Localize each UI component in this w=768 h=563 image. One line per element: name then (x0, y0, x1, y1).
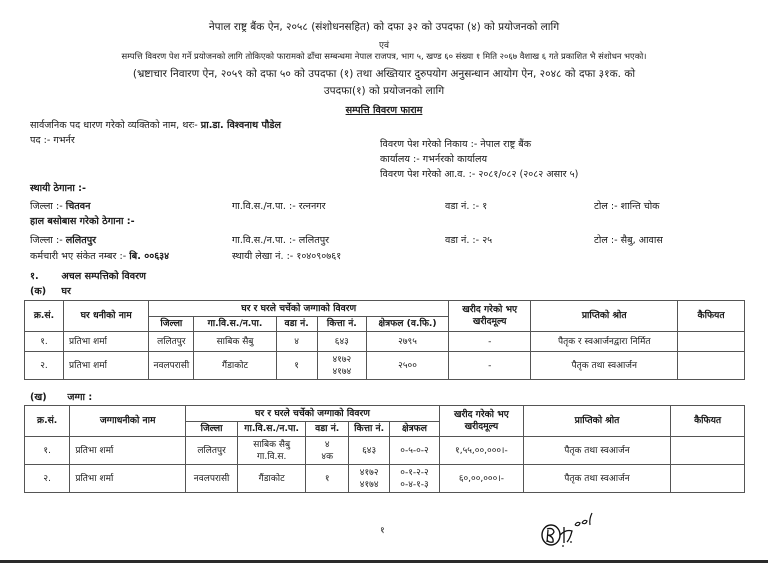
house-header-group: घर र घरले चर्चेको जग्गाको विवरण (149, 301, 449, 317)
permanent-vdc-value: रत्ननगर (298, 201, 326, 212)
land-header-district: जिल्ला (185, 422, 237, 437)
cell-ward: १ (306, 465, 349, 493)
land-header-owner: जग्गाधनीको नाम (70, 406, 186, 437)
current-tole (594, 233, 663, 246)
current-ward (445, 233, 492, 246)
cell-owner: प्रतिभा शर्मा (64, 332, 149, 352)
office-row (380, 152, 487, 165)
pan-label: स्थायी लेखा नं. :- (232, 251, 294, 262)
signature (540, 505, 620, 550)
employee-code-label: कर्मचारी भए संकेत नम्बर :- (30, 251, 127, 262)
land-header-source: प्राप्तिको श्रोत (523, 406, 670, 437)
cell-remarks (678, 352, 745, 380)
permanent-district-label: जिल्ला :- (30, 201, 63, 212)
cell-owner: प्रतिभा शर्मा (70, 465, 186, 493)
permanent-ward-value: १ (482, 201, 488, 212)
cell-source: पैतृक तथा स्वआर्जन (523, 465, 670, 493)
page-number: १ (380, 526, 385, 536)
person-post-label: पद :- (30, 135, 51, 146)
land-header-vdc: गा.वि.स./न.पा. (238, 422, 306, 437)
cell-remarks (671, 437, 745, 465)
section-1-number: १. (30, 271, 39, 282)
cell-area: ०-१-२-२ ०-४-१-३ (390, 465, 440, 493)
house-heading (30, 284, 71, 297)
cell-vdc: गैंडाकोट (238, 465, 306, 493)
house-header-area: क्षेत्रफल (व.फि.) (366, 317, 448, 332)
permanent-tole (594, 199, 660, 212)
permanent-district-value: चितवन (65, 201, 91, 212)
current-tole-value: सैबु, आवास (620, 235, 663, 246)
cell-price: १,५५,००,०००।- (439, 437, 523, 465)
cell-owner: प्रतिभा शर्मा (64, 352, 149, 380)
table-row (25, 332, 745, 352)
fiscal-year-value: २०८१/०८२ (२०८२ असार ५) (478, 169, 579, 180)
house-marker: (क) (30, 286, 47, 297)
cell-kitta: ४१७२ ४१७४ (349, 465, 390, 493)
land-header-remarks: कैफियत (671, 406, 745, 437)
form-title: सम्पत्ति विवरण फाराम (345, 105, 423, 116)
cell-source: पैतृक र स्वआर्जनद्वारा निर्मित (531, 332, 678, 352)
cell-area: ०-५-०-२ (390, 437, 440, 465)
land-title: जग्गा : (67, 392, 93, 403)
cell-sn: २. (25, 465, 70, 493)
cell-sn: १. (25, 437, 70, 465)
cell-vdc: साबिक सैबु गा.वि.स. (238, 437, 306, 465)
person-name-label: सार्वजनिक पद धारण गरेको व्यक्तिको नाम, थरः- (30, 120, 198, 131)
header-line-4: (भ्रष्टाचार निवारण ऐन, २०५९ को दफा ५० को उपदफा (१) तथा अख्तियार दुरुपयोग अनुसन्धान आयोग ऐन, २०४८ को दफा ३१क. को (132, 68, 636, 80)
person-name-row (30, 118, 281, 131)
house-header-price: खरीद गरेको भए खरीदमूल्य (449, 301, 531, 332)
land-heading (30, 390, 92, 403)
cell-area: २५०० (366, 352, 448, 380)
cell-district: नवलपरासी (149, 352, 194, 380)
header-line-1: नेपाल राष्ट्र बैंक ऐन, २०५८ (संशोधनसहित) को दफा ३२ को उपदफा (४) को प्रयोजनको लागि (208, 21, 560, 33)
signature-stroke (560, 527, 572, 543)
cell-price: ६०,००,०००।- (439, 465, 523, 493)
table-row (25, 437, 745, 465)
permanent-tole-label: टोल :- (594, 201, 618, 212)
cell-district: नवलपरासी (185, 465, 237, 493)
fiscal-year-row (380, 167, 578, 180)
land-header-kitta: कित्ता नं. (349, 422, 390, 437)
house-title: घर (61, 286, 71, 297)
signature-initial (547, 528, 554, 542)
cell-kitta: ६४३ (349, 437, 390, 465)
current-vdc (232, 233, 329, 246)
cell-kitta: ६४३ (317, 332, 366, 352)
cell-source: पैतृक तथा स्वआर्जन (523, 437, 670, 465)
house-header-remarks: कैफियत (678, 301, 745, 332)
table-row (25, 352, 745, 380)
house-header-sn: क्र.सं. (25, 301, 64, 332)
section-1-heading (30, 269, 146, 282)
agency-label: विवरण पेश गरेको निकाय :- (380, 139, 478, 150)
cell-source: पैतृक तथा स्वआर्जन (531, 352, 678, 380)
permanent-ward-label: वडा नं. :- (445, 201, 480, 212)
cell-remarks (671, 465, 745, 493)
employee-code-value: बि. ००६३४ (129, 251, 170, 262)
house-header-vdc: गा.वि.स./न.पा. (194, 317, 276, 332)
house-header-district: जिल्ला (149, 317, 194, 332)
land-header-price: खरीद गरेको भए खरीदमूल्य (439, 406, 523, 437)
cell-sn: १. (25, 332, 64, 352)
pan-number (232, 249, 341, 262)
cell-owner: प्रतिभा शर्मा (70, 437, 186, 465)
current-address-heading: हाल बसोबास गरेको ठेगाना :- (30, 216, 135, 227)
current-vdc-value: ललितपुर (298, 235, 330, 246)
house-header-kitta: कित्ता नं. (317, 317, 366, 332)
cell-price: - (449, 332, 531, 352)
header-line-2: एवं (379, 41, 389, 51)
house-table (24, 300, 745, 380)
cell-vdc: गैंडाकोट (194, 352, 276, 380)
land-header-sn: क्र.सं. (25, 406, 70, 437)
cell-ward: १ (276, 352, 317, 380)
house-header-source: प्राप्तिको श्रोत (531, 301, 678, 332)
house-header-ward: वडा नं. (276, 317, 317, 332)
cell-sn: २. (25, 352, 64, 380)
cell-district: ललितपुर (149, 332, 194, 352)
current-district-label: जिल्ला :- (30, 235, 63, 246)
person-name-value: प्रा.डा. विश्वनाथ पौडेल (200, 120, 282, 131)
table-row (25, 465, 745, 493)
cell-price: - (449, 352, 531, 380)
agency-row (380, 137, 531, 150)
permanent-tole-value: शान्ति चोक (620, 201, 660, 212)
current-district-value: ललितपुर (65, 235, 97, 246)
cell-area: २७९५ (366, 332, 448, 352)
section-1-title: अचल सम्पत्तिको विवरण (61, 271, 146, 282)
header-line-3: सम्पत्ति विवरण पेश गर्ने प्रयोजनको लागि तोकिएको फारामको ढाँचा सम्बन्धमा नेपाल राजपत्र, भाग ५, खण्ड ६० संख्या १ मिति २०६७ वैशाख ६ गते प्रकाशित भै संशोधन भएको। (121, 51, 647, 61)
header-line-5: उपदफा(१) को प्रयोजनको लागि (323, 85, 445, 97)
land-table (24, 405, 745, 493)
cell-remarks (678, 332, 745, 352)
cell-ward: ४ (276, 332, 317, 352)
fiscal-year-label: विवरण पेश गरेको आ.व. :- (380, 169, 476, 180)
office-label: कार्यालय :- (380, 154, 420, 165)
permanent-address-heading: स्थायी ठेगाना :- (30, 183, 86, 194)
land-header-group: घर र घरले चर्चेको जग्गाको विवरण (185, 406, 439, 422)
permanent-district (30, 199, 90, 212)
employee-code (30, 249, 169, 262)
agency-value: नेपाल राष्ट्र बैंक (480, 139, 532, 150)
person-post-value: गभर्नर (53, 135, 75, 146)
pan-value: १०४०९०७६१ (296, 251, 342, 262)
permanent-ward (445, 199, 487, 212)
house-header-owner: घर धनीको नाम (64, 301, 149, 332)
land-header-ward: वडा नं. (306, 422, 349, 437)
current-ward-value: २५ (482, 235, 493, 246)
current-ward-label: वडा नं. :- (445, 235, 480, 246)
current-district (30, 233, 96, 246)
office-value: गभर्नरको कार्यालय (422, 154, 488, 165)
cell-vdc: साबिक सैबु (194, 332, 276, 352)
cell-district: ललितपुर (185, 437, 237, 465)
land-header-area: क्षेत्रफल (390, 422, 440, 437)
person-post-row (30, 133, 75, 146)
permanent-vdc (232, 199, 326, 212)
cell-ward: ४ ४क (306, 437, 349, 465)
current-tole-label: टोल :- (594, 235, 618, 246)
permanent-vdc-label: गा.वि.स./न.पा. :- (232, 201, 296, 212)
current-vdc-label: गा.वि.स./न.पा. :- (232, 235, 296, 246)
cell-kitta: ४१७२ ४१७४ (317, 352, 366, 380)
land-marker: (ख) (30, 392, 47, 403)
